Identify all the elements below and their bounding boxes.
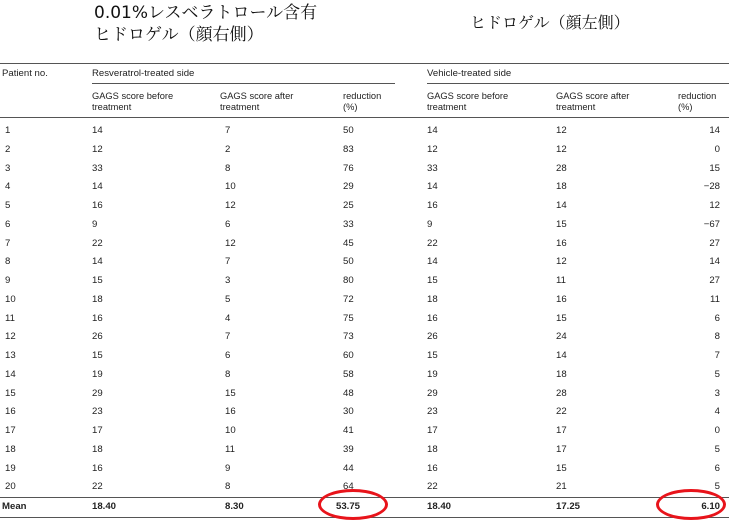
cell-vehicle-after: 17.25: [556, 501, 581, 512]
cell-treated-before: 9: [92, 219, 98, 230]
cell-treated-before: 23: [92, 406, 103, 417]
cell-vehicle-after: 18: [556, 181, 567, 192]
cell-treated-before: 15: [92, 275, 103, 286]
table-top-rule: [0, 63, 729, 64]
treated-caption-line2: ヒドロゲル（顔右側）: [94, 25, 264, 46]
cell-treated-before: 12: [92, 144, 103, 155]
cell-treated-reduction: 73: [343, 331, 354, 342]
cell-vehicle-reduction: 5: [714, 369, 720, 380]
highlight-treated-mean-reduction: [318, 489, 388, 520]
cell-vehicle-before: 15: [427, 350, 438, 361]
cell-treated-reduction: 83: [343, 144, 354, 155]
cell-patient-no: 9: [5, 275, 11, 286]
cell-vehicle-after: 12: [556, 144, 567, 155]
cell-vehicle-reduction: −67: [703, 219, 720, 230]
cell-vehicle-after: 22: [556, 406, 567, 417]
cell-vehicle-after: 15: [556, 219, 567, 230]
cell-vehicle-reduction: 5: [714, 481, 720, 492]
cell-treated-after: 15: [225, 388, 236, 399]
treated-side-caption: [94, 2, 317, 46]
cell-vehicle-reduction: 7: [714, 350, 720, 361]
cell-treated-reduction: 41: [343, 425, 354, 436]
cell-vehicle-reduction: 15: [709, 163, 720, 174]
header-vehicle-group: Vehicle-treated side: [427, 68, 512, 79]
cell-treated-after: 12: [225, 238, 236, 249]
cell-vehicle-before: 12: [427, 144, 438, 155]
cell-vehicle-before: 26: [427, 331, 438, 342]
cell-vehicle-before: 17: [427, 425, 438, 436]
cell-treated-after: 5: [225, 294, 231, 305]
cell-treated-reduction: 30: [343, 406, 354, 417]
cell-treated-before: 29: [92, 388, 103, 399]
cell-patient-no: 11: [5, 313, 15, 324]
cell-treated-after: 8: [225, 369, 231, 380]
cell-treated-reduction: 58: [343, 369, 354, 380]
cell-treated-reduction: 53.75: [336, 501, 361, 512]
cell-patient-no: 18: [5, 444, 16, 455]
cell-patient-no: 12: [5, 331, 16, 342]
cell-vehicle-before: 14: [427, 125, 438, 136]
cell-treated-before: 22: [92, 481, 103, 492]
cell-vehicle-reduction: 12: [709, 200, 720, 211]
header-vehicle-reduction: reduction (%): [678, 91, 717, 112]
cell-treated-reduction: 29: [343, 181, 354, 192]
cell-patient-no: Mean: [2, 501, 27, 512]
cell-treated-before: 17: [92, 425, 103, 436]
cell-treated-after: 6: [225, 219, 231, 230]
cell-treated-after: 11: [225, 444, 235, 455]
cell-patient-no: 4: [5, 181, 11, 192]
cell-patient-no: 14: [5, 369, 16, 380]
cell-treated-before: 15: [92, 350, 103, 361]
cell-treated-reduction: 75: [343, 313, 354, 324]
cell-vehicle-reduction: 5: [714, 444, 720, 455]
cell-treated-before: 14: [92, 125, 103, 136]
cell-vehicle-before: 15: [427, 275, 438, 286]
cell-vehicle-before: 16: [427, 200, 438, 211]
cell-treated-before: 18: [92, 294, 103, 305]
cell-treated-after: 12: [225, 200, 236, 211]
cell-treated-after: 8: [225, 163, 231, 174]
cell-vehicle-after: 17: [556, 444, 567, 455]
cell-treated-after: 7: [225, 125, 231, 136]
cell-vehicle-reduction: 3: [714, 388, 720, 399]
header-treated-before: GAGS score before treatment: [92, 91, 174, 112]
cell-vehicle-reduction: 27: [709, 275, 720, 286]
cell-treated-after: 10: [225, 425, 236, 436]
cell-treated-reduction: 44: [343, 463, 354, 474]
cell-treated-after: 2: [225, 144, 231, 155]
cell-treated-after: 8.30: [225, 501, 244, 512]
cell-treated-reduction: 33: [343, 219, 354, 230]
cell-vehicle-before: 22: [427, 481, 438, 492]
cell-patient-no: 13: [5, 350, 16, 361]
cell-treated-before: 18.40: [92, 501, 117, 512]
cell-treated-after: 9: [225, 463, 231, 474]
cell-treated-after: 10: [225, 181, 236, 192]
header-treated-after: GAGS score after treatment: [220, 91, 294, 112]
cell-vehicle-before: 9: [427, 219, 433, 230]
cell-treated-before: 19: [92, 369, 103, 380]
cell-treated-reduction: 80: [343, 275, 354, 286]
cell-treated-reduction: 76: [343, 163, 354, 174]
cell-treated-before: 26: [92, 331, 103, 342]
cell-patient-no: 2: [5, 144, 11, 155]
cell-vehicle-before: 18.40: [427, 501, 452, 512]
cell-patient-no: 20: [5, 481, 16, 492]
header-vehicle-before: GAGS score before treatment: [427, 91, 509, 112]
cell-vehicle-after: 14: [556, 350, 567, 361]
cell-vehicle-after: 28: [556, 388, 567, 399]
cell-treated-reduction: 50: [343, 256, 354, 267]
cell-patient-no: 1: [5, 125, 11, 136]
cell-vehicle-before: 14: [427, 181, 438, 192]
cell-treated-reduction: 60: [343, 350, 354, 361]
cell-treated-after: 7: [225, 256, 231, 267]
cell-vehicle-after: 28: [556, 163, 567, 174]
cell-vehicle-reduction: 6: [714, 313, 720, 324]
cell-patient-no: 16: [5, 406, 16, 417]
cell-vehicle-after: 16: [556, 294, 567, 305]
group-rule-treated: [92, 83, 395, 84]
cell-vehicle-reduction: 27: [709, 238, 720, 249]
cell-vehicle-reduction: 0: [714, 144, 720, 155]
cell-vehicle-reduction: −28: [703, 181, 720, 192]
cell-vehicle-reduction: 11: [710, 294, 720, 305]
cell-patient-no: 7: [5, 238, 11, 249]
cell-vehicle-reduction: 4: [714, 406, 720, 417]
cell-vehicle-after: 21: [556, 481, 567, 492]
cell-treated-after: 3: [225, 275, 231, 286]
cell-vehicle-after: 15: [556, 463, 567, 474]
cell-patient-no: 10: [5, 294, 16, 305]
highlight-vehicle-mean-reduction: [656, 489, 726, 520]
header-resveratrol-group: Resveratrol-treated side: [92, 68, 195, 79]
header-patient-no: Patient no.: [2, 68, 48, 79]
cell-treated-after: 4: [225, 313, 231, 324]
cell-patient-no: 3: [5, 163, 11, 174]
cell-vehicle-before: 16: [427, 313, 438, 324]
header-vehicle-after: GAGS score after treatment: [556, 91, 630, 112]
cell-vehicle-reduction: 6.10: [701, 501, 720, 512]
cell-vehicle-after: 12: [556, 125, 567, 136]
cell-vehicle-after: 11: [556, 275, 566, 286]
cell-vehicle-before: 16: [427, 463, 438, 474]
cell-treated-reduction: 48: [343, 388, 354, 399]
cell-treated-reduction: 72: [343, 294, 354, 305]
cell-treated-reduction: 25: [343, 200, 354, 211]
header-treated-reduction: reduction (%): [343, 91, 382, 112]
cell-treated-before: 16: [92, 200, 103, 211]
cell-patient-no: 19: [5, 463, 16, 474]
cell-vehicle-after: 24: [556, 331, 567, 342]
cell-treated-reduction: 50: [343, 125, 354, 136]
cell-vehicle-before: 23: [427, 406, 438, 417]
cell-treated-after: 7: [225, 331, 231, 342]
vehicle-side-caption: ヒドロゲル（顔左側）: [470, 13, 630, 32]
cell-treated-reduction: 64: [343, 481, 354, 492]
cell-vehicle-before: 33: [427, 163, 438, 174]
cell-treated-before: 16: [92, 463, 103, 474]
cell-vehicle-after: 12: [556, 256, 567, 267]
cell-treated-before: 16: [92, 313, 103, 324]
treated-caption-line1: 0.01%レスベラトロール含有: [94, 3, 318, 23]
cell-vehicle-reduction: 14: [709, 125, 720, 136]
cell-vehicle-after: 14: [556, 200, 567, 211]
cell-vehicle-before: 29: [427, 388, 438, 399]
cell-treated-before: 22: [92, 238, 103, 249]
cell-vehicle-reduction: 8: [714, 331, 720, 342]
cell-treated-before: 33: [92, 163, 103, 174]
cell-vehicle-before: 18: [427, 444, 438, 455]
header-bottom-rule: [0, 117, 729, 118]
cell-patient-no: 15: [5, 388, 16, 399]
cell-treated-before: 18: [92, 444, 103, 455]
cell-patient-no: 17: [5, 425, 16, 436]
cell-vehicle-after: 16: [556, 238, 567, 249]
cell-vehicle-before: 14: [427, 256, 438, 267]
cell-vehicle-before: 18: [427, 294, 438, 305]
cell-vehicle-reduction: 14: [709, 256, 720, 267]
cell-treated-after: 6: [225, 350, 231, 361]
cell-treated-before: 14: [92, 256, 103, 267]
cell-vehicle-reduction: 6: [714, 463, 720, 474]
cell-patient-no: 6: [5, 219, 11, 230]
cell-treated-reduction: 45: [343, 238, 354, 249]
cell-treated-after: 16: [225, 406, 236, 417]
cell-treated-after: 8: [225, 481, 231, 492]
cell-vehicle-after: 15: [556, 313, 567, 324]
cell-vehicle-after: 17: [556, 425, 567, 436]
cell-patient-no: 5: [5, 200, 11, 211]
cell-treated-reduction: 39: [343, 444, 354, 455]
cell-treated-before: 14: [92, 181, 103, 192]
cell-vehicle-after: 18: [556, 369, 567, 380]
group-rule-vehicle: [427, 83, 729, 84]
cell-vehicle-before: 19: [427, 369, 438, 380]
cell-patient-no: 8: [5, 256, 11, 267]
cell-vehicle-before: 22: [427, 238, 438, 249]
cell-vehicle-reduction: 0: [714, 425, 720, 436]
